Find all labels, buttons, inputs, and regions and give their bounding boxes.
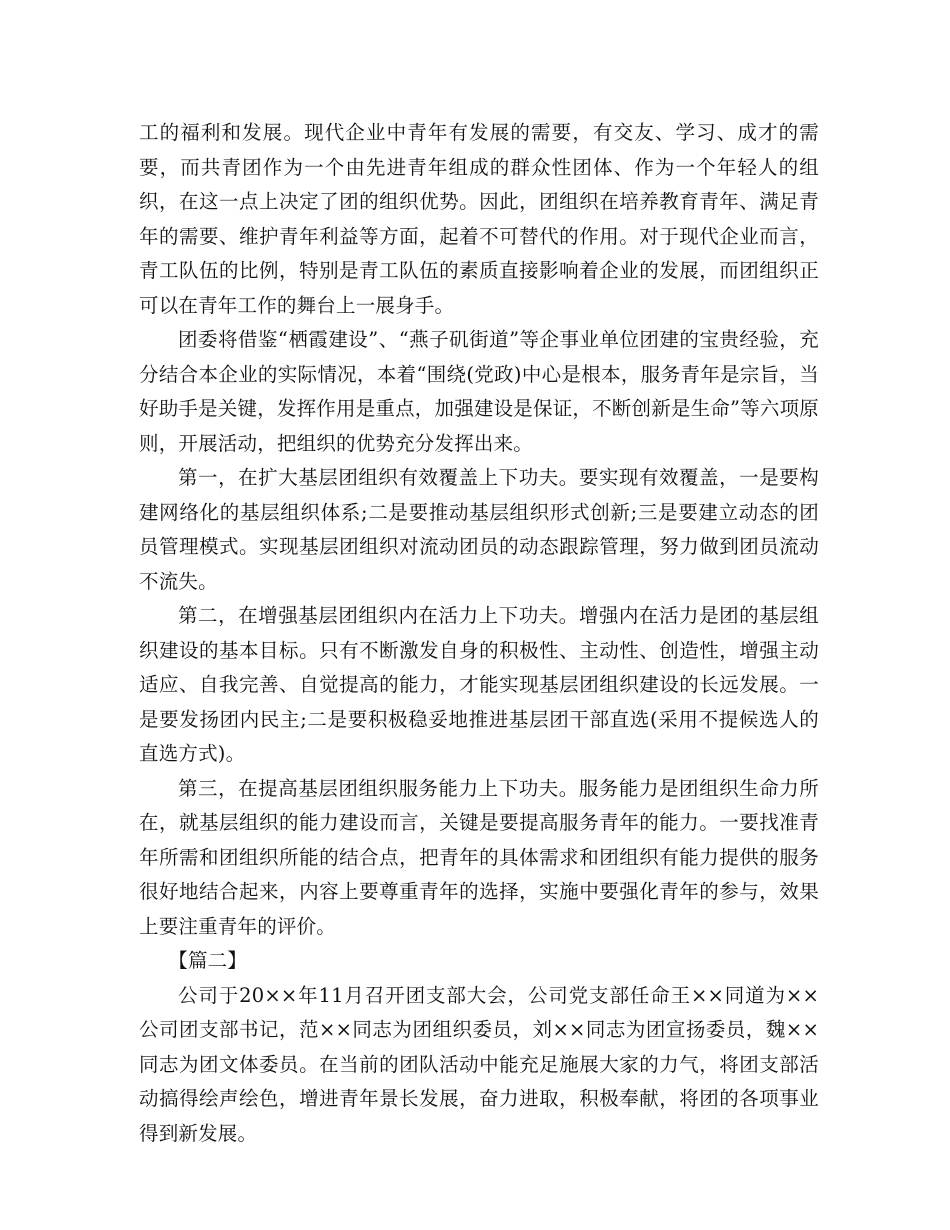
paragraph-principles: 团委将借鉴“栖霞建设”、“燕子矶街道”等企事业单位团建的宝贵经验，充分结合本企业的实际情况，本着“围绕(党政)中心是根本，服务青年是宗旨，当好助手是关键，发挥作用是重点，加强建设是保证，不断创新是生命”等六项原则，开展活动，把组织的优势充分发挥出来。 — [139, 328, 819, 455]
paragraph-third-point: 第三，在提高基层团组织服务能力上下功夫。服务能力是团组织生命力所在，就基层组织的能力建设而言，关键是要提高服务青年的能力。一要找准青年所需和团组织所能的结合点，把青年的具体需求和团组织有能力提供的服务很好地结合起来，内容上要尊重青年的选择，实施中要强化青年的参与，效果上要注重青年的评价。 — [139, 776, 819, 938]
section-heading: 【篇二】 — [168, 949, 248, 972]
document-body — [139, 116, 819, 1151]
paragraph-continuation: 工的福利和发展。现代企业中青年有发展的需要，有交友、学习、成才的需要，而共青团作为一个由先进青年组成的群众性团体、作为一个年轻人的组织，在这一点上决定了团的组织优势。因此，团组织在培养教育青年、满足青年的需要、维护青年利益等方面，起着不可替代的作用。对于现代企业而言，青工队伍的比例，特别是青工队伍的素质直接影响着企业的发展，而团组织正可以在青年工作的舞台上一展身手。 — [139, 121, 819, 317]
paragraph-first-point: 第一，在扩大基层团组织有效覆盖上下功夫。要实现有效覆盖，一是要构建网络化的基层组织体系;二是要推动基层组织形式创新;三是要建立动态的团员管理模式。实现基层团组织对流动团员的动态跟踪管理，努力做到团员流动不流失。 — [139, 466, 819, 593]
paragraph-second-point: 第二，在增强基层团组织内在活力上下功夫。增强内在活力是团的基层组织建设的基本目标。只有不断激发自身的积极性、主动性、创造性，增强主动适应、自我完善、自觉提高的能力，才能实现基层团组织建设的长远发展。一是要发扬团内民主;二是要积极稳妥地推进基层团干部直选(采用不提候选人的直选方式)。 — [139, 604, 819, 765]
paragraph-section-two: 公司于20××年11月召开团支部大会，公司党支部任命王××同道为××公司团支部书记，范××同志为团组织委员，刘××同志为团宣扬委员，魏××同志为团文体委员。在当前的团队活动中能充足施展大家的力气，将团支部活动搞得绘声绘色，增进青年景长发展，奋力进取，积极奉献，将团的各项事业得到新发展。 — [139, 983, 819, 1145]
